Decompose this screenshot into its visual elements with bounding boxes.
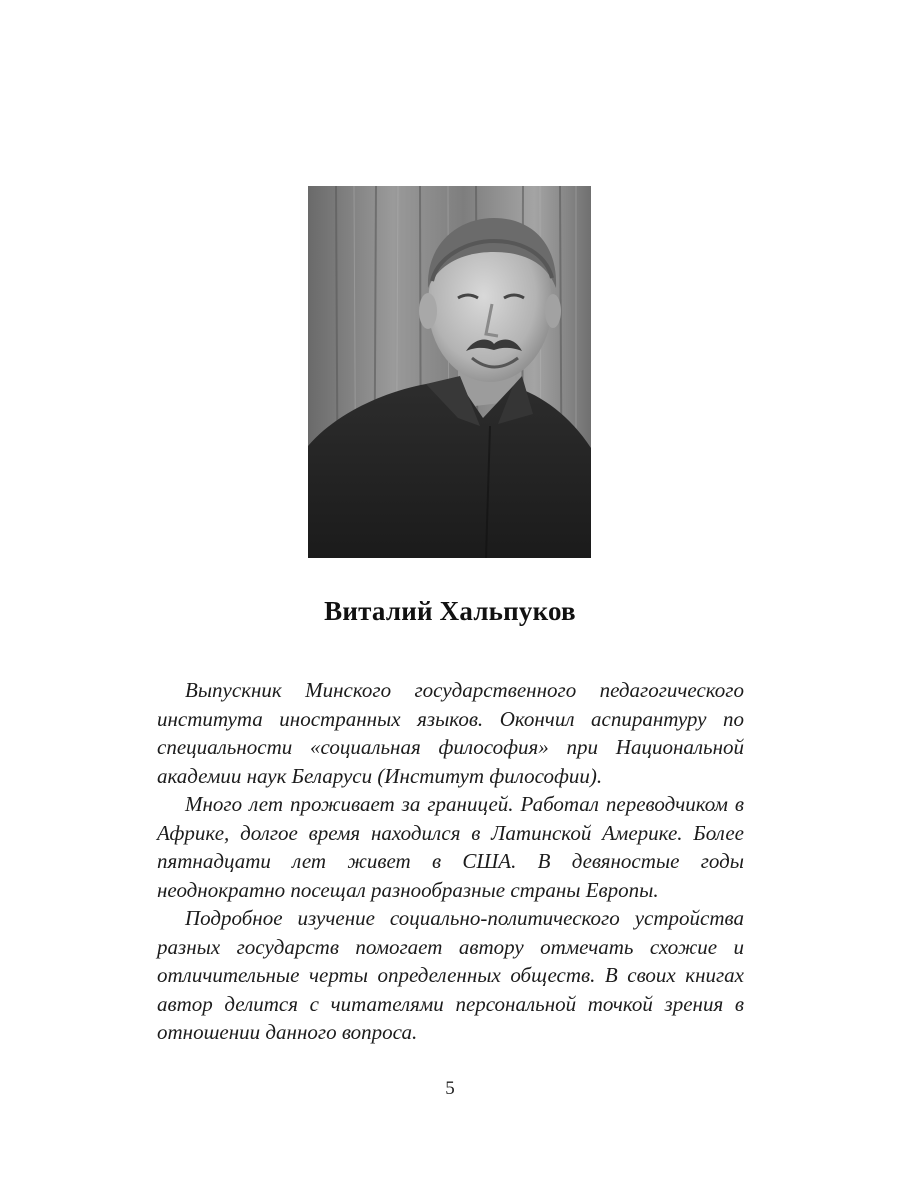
bio-paragraph-writing: Подробное изучение социально-политического устройства разных государств помогает автору отмечать схожие и отличительные черты определенных обществ. В своих книгах автор делится с читателями персональной точкой зрения в отношении данного вопроса.	[157, 906, 744, 1044]
bio-paragraph-travel: Много лет проживает за границей. Работал переводчиком в Африке, долгое время находился в Латинской Америке. Более пятнадцати лет живет в США. В девяностые годы неоднократно посещал разнообразные страны Европы.	[157, 792, 744, 902]
author-biography	[157, 676, 744, 1047]
author-name: Виталий Хальпуков	[324, 596, 576, 626]
page-number: 5	[445, 1078, 455, 1099]
bio-paragraph-education: Выпускник Минского государственного педагогического института иностранных языков. Окончил аспирантуру по специальности «социальная философия» при Национальной академии наук Беларуси (Институт философии).	[157, 678, 744, 788]
author-photo	[308, 186, 591, 558]
author-portrait-image	[308, 186, 591, 558]
